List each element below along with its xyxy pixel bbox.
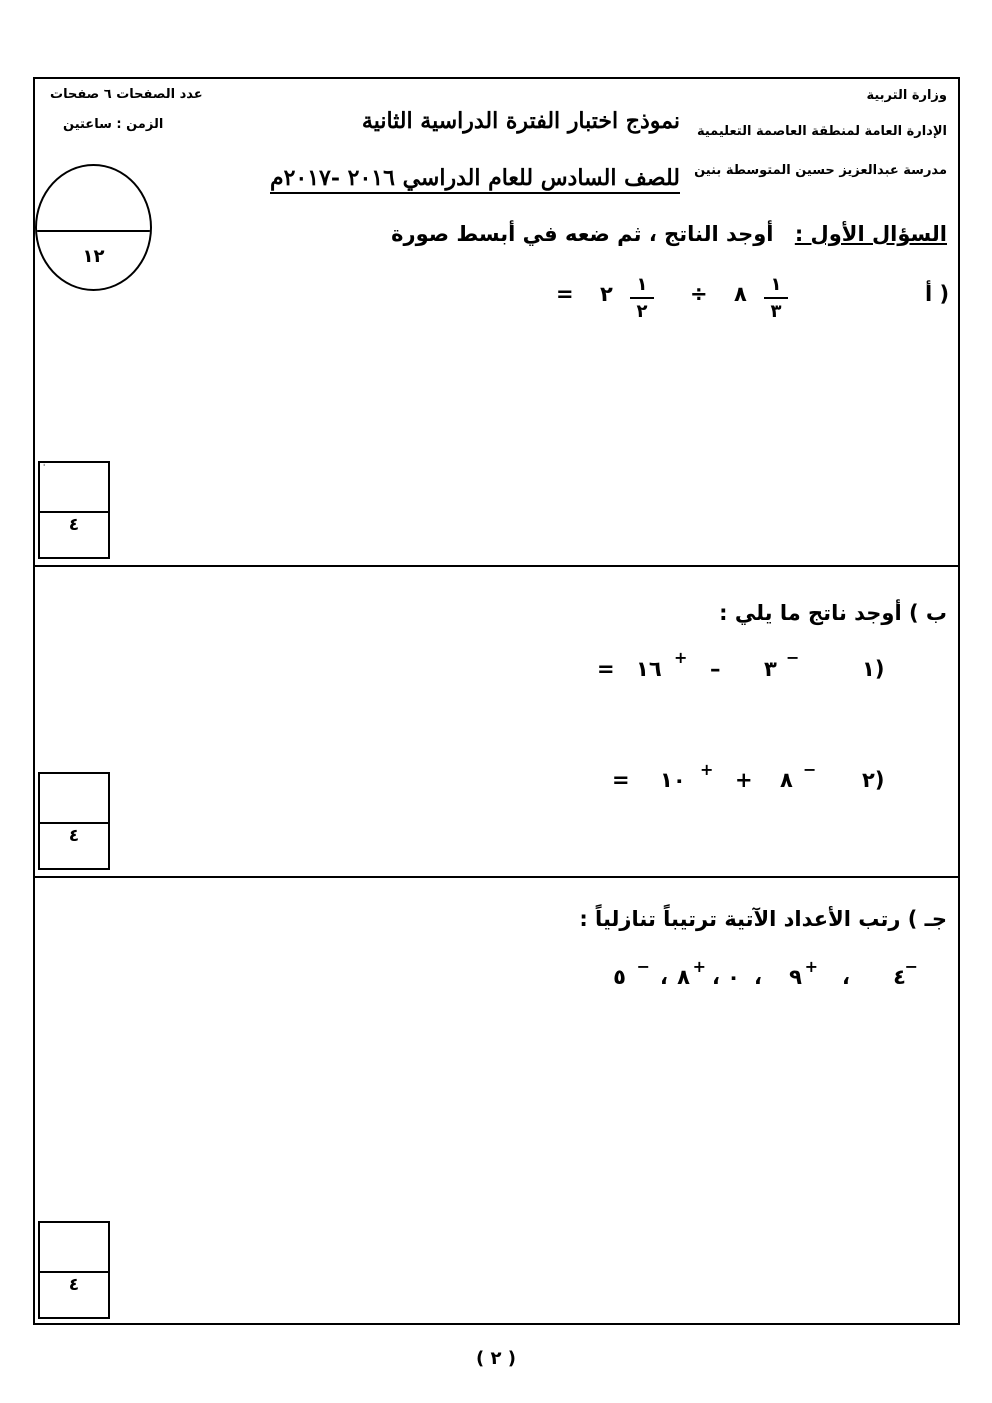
page-number: ( ٢ ) — [476, 1348, 516, 1369]
fraction-bar — [764, 297, 788, 299]
fraction-2-numerator: ١ — [636, 274, 648, 295]
positive-sign: + — [674, 648, 688, 667]
equals-sign: = — [556, 282, 574, 306]
part-c-heading: جـ ) رتب الأعداد الآتية ترتيباً تنازلياً : — [579, 907, 947, 931]
part-b-score-box — [38, 772, 110, 870]
score-divider — [40, 1271, 108, 1273]
question1-heading: السؤال الأول : — [794, 222, 947, 246]
time-label: الزمن : ساعتين — [63, 117, 164, 132]
number-value: ٠ — [727, 965, 740, 989]
fraction-1-numerator: ١ — [770, 274, 782, 295]
separator: ، — [712, 965, 720, 989]
operand-b: ١٦ — [636, 657, 662, 681]
addition-operator: + — [735, 768, 753, 792]
ministry-label: وزارة التربية — [866, 88, 947, 103]
exam-title: نموذج اختبار الفترة الدراسية الثانية — [361, 108, 680, 134]
numbers-list — [590, 957, 920, 993]
score-mark: ˈ — [43, 463, 46, 472]
part-a-score-value: ٤ — [68, 515, 80, 535]
school-label: مدرسة عبدالعزيز حسين المتوسطة بنين — [694, 163, 947, 178]
part-b-heading: ب ) أوجد ناتج ما يلي : — [719, 601, 947, 625]
fraction-1 — [764, 274, 788, 322]
part-c-score-value: ٤ — [68, 1275, 80, 1295]
exam-frame — [33, 77, 960, 1325]
negative-sign: − — [786, 648, 800, 667]
negative-sign: − — [803, 760, 817, 779]
score-divider — [40, 511, 108, 513]
number-value: ٨ — [677, 965, 690, 989]
separator: ، — [842, 965, 850, 989]
fraction-bar — [630, 297, 654, 299]
number-value: ٤ — [893, 965, 906, 989]
section-divider — [33, 876, 960, 878]
separator: ، — [660, 965, 668, 989]
fraction-2-denominator: ٢ — [636, 301, 648, 322]
positive-sign: + — [700, 760, 714, 779]
part-b-item1-label: ١) — [862, 657, 885, 681]
equals-sign: = — [612, 768, 630, 792]
directorate-label: الإدارة العامة لمنطقة العاصمة التعليمية — [696, 124, 947, 139]
number-sign: − — [636, 957, 650, 976]
number-sign: − — [904, 957, 918, 976]
total-score-circle — [35, 164, 152, 291]
separator: ، — [754, 965, 762, 989]
part-c-score-box — [38, 1221, 110, 1319]
score-divider — [37, 230, 150, 232]
subtraction-operator: – — [710, 657, 721, 681]
section-divider — [33, 565, 960, 567]
fraction-1-denominator: ٣ — [770, 301, 782, 322]
score-divider — [40, 822, 108, 824]
operand-a: ٨ — [780, 768, 793, 792]
division-operator: ÷ — [690, 282, 708, 306]
number-value: ٥ — [613, 965, 626, 989]
number-value: ٩ — [789, 965, 802, 989]
equals-sign: = — [597, 657, 615, 681]
number-sign: + — [804, 957, 818, 976]
fraction-2 — [630, 274, 654, 322]
part-a-score-box — [38, 461, 110, 559]
question1-instruction: أوجد الناتج ، ثم ضعه في أبسط صورة — [391, 222, 774, 246]
part-b-item2-label: ٢) — [862, 768, 885, 792]
part-a-label: أ ) — [925, 282, 950, 306]
whole-number-1: ٨ — [734, 282, 747, 306]
total-score-value: ١٢ — [82, 246, 105, 267]
part-b-score-value: ٤ — [68, 826, 80, 846]
operand-b: ١٠ — [660, 768, 686, 792]
pages-count-label: عدد الصفحات ٦ صفحات — [50, 87, 203, 102]
question1-header — [391, 222, 947, 246]
whole-number-2: ٢ — [600, 282, 613, 306]
exam-subtitle: للصف السادس للعام الدراسي ٢٠١٦ -٢٠١٧م — [270, 165, 680, 194]
operand-a: ٣ — [764, 657, 777, 681]
number-sign: + — [692, 957, 706, 976]
